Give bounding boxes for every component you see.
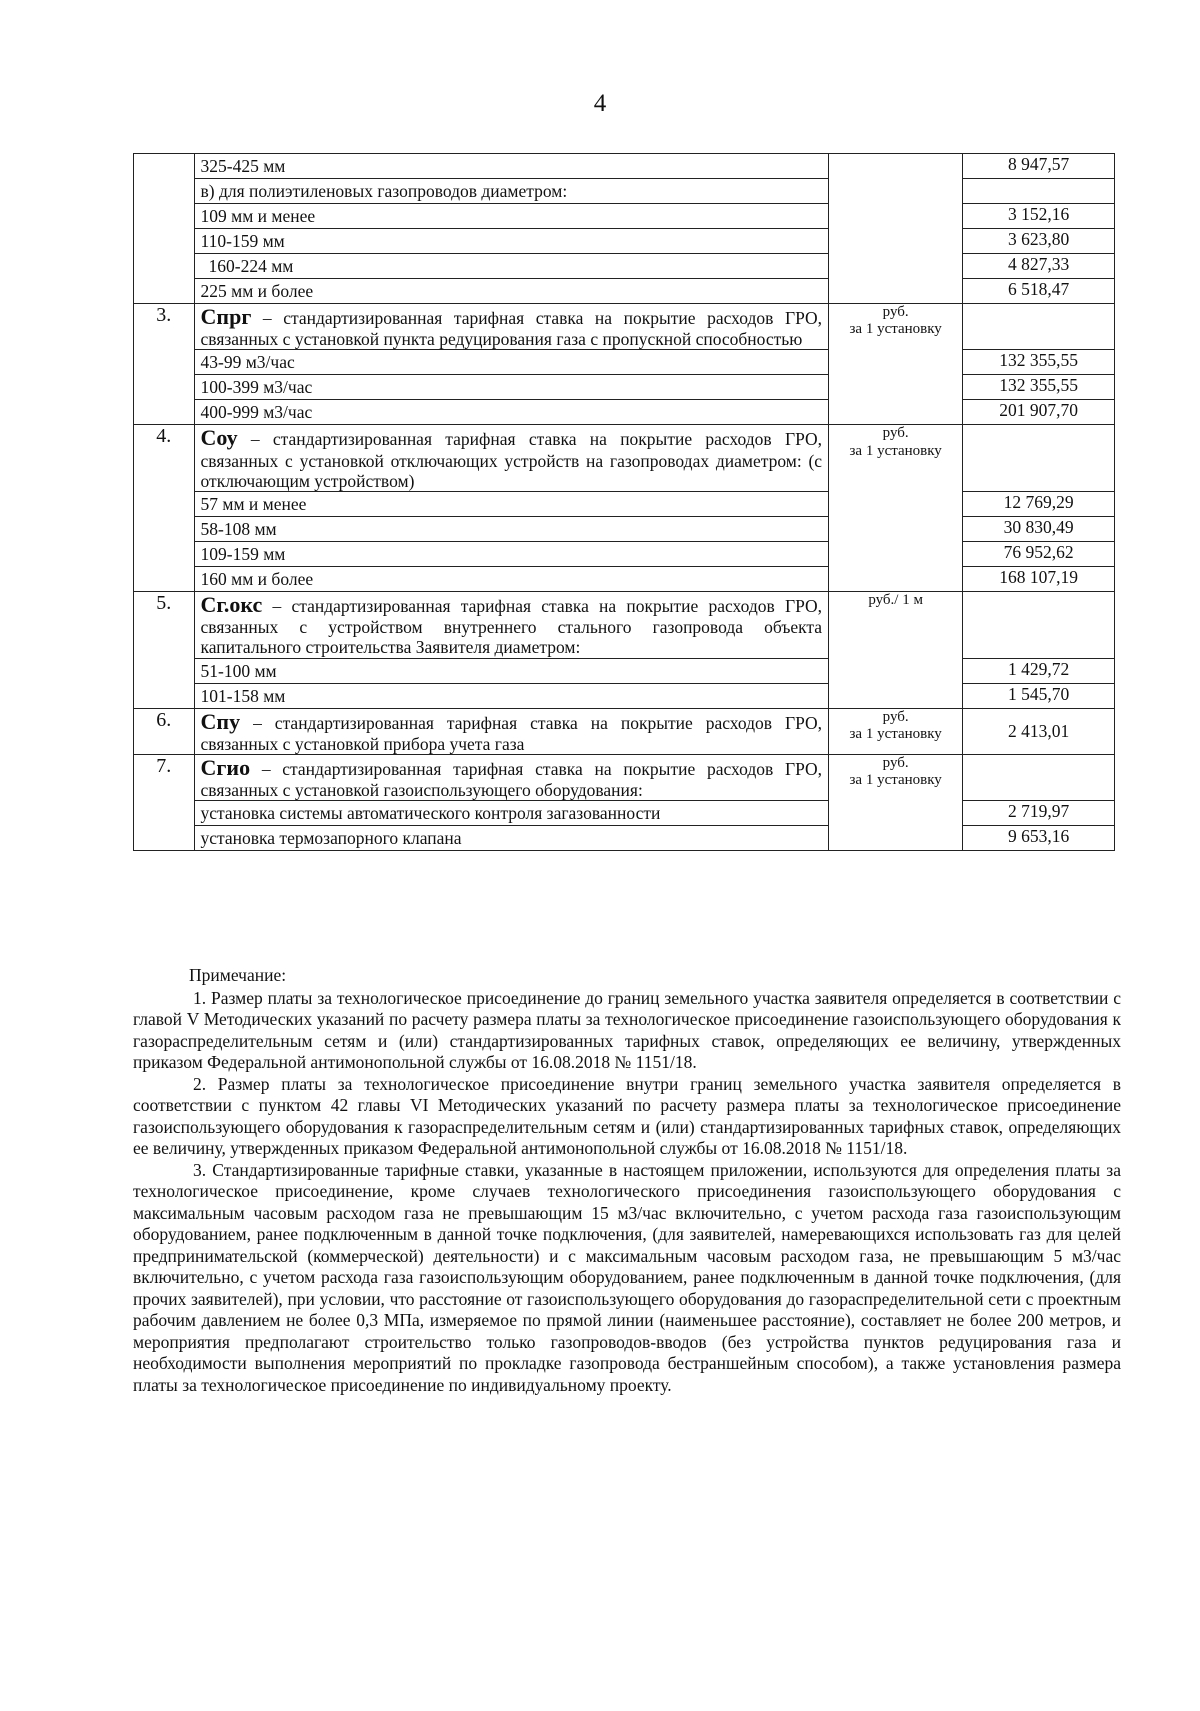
- table-row: [134, 801, 1115, 826]
- notes-title: Примечание:: [189, 965, 287, 985]
- tariff-code: Спу: [200, 708, 241, 734]
- table-row: [134, 229, 1115, 254]
- section-number: 7.: [134, 754, 195, 850]
- item-description: 110-159 мм: [194, 229, 829, 254]
- item-value: 132 355,55: [963, 375, 1115, 400]
- section-number: 5.: [134, 591, 195, 708]
- unit-label: руб.: [882, 425, 909, 442]
- tariff-code: Спрг: [200, 304, 252, 329]
- section-header-row: [134, 304, 1115, 350]
- unit-label-sub: за 1 установку: [849, 772, 942, 789]
- table-row: [134, 254, 1115, 279]
- table-row: [134, 566, 1115, 591]
- note-paragraph-3: 3. Стандартизированные тарифные ставки, указанные в настоящем приложении, используются для определения платы за технологическое присоединение, кроме случаев технологического присоединения газоиспользующего оборудования с максимальным часовым расходом газа не превышающим 15 м3/час включительно, с учетом расхода газа газоиспользующим оборудованием, ранее подключенным в данной точке подключения, (для заявителей, намеревающихся использовать газ для целей предпринимательской (коммерческой) деятельности) и с максимальным часовым расходом газа, не превышающим 5 м3/час включительно, с учетом расхода газа газоиспользующим оборудованием, ранее подключенным в данной точке подключения, (для прочих заявителей), при условии, что расстояние от газоиспользующего оборудования до газораспределительной сети с проектным рабочим давлением не более 0,3 МПа, измеряемое по прямой линии (наименьшее расстояние), составляет не более 200 метров, и мероприятия предполагают строительство только газопроводов-вводов (без устройства пунктов редуцирования газа и необходимости выполнения мероприятий по прокладке газопровода бестраншейным способом), а также установления размера платы за технологическое присоединение по индивидуальному проекту.: [133, 1159, 1121, 1395]
- note-paragraph-2: 2. Размер платы за технологическое присоединение внутри границ земельного участка заявителя определяется в соответствии с пунктом 42 главы VI Методических указаний по расчету размера платы за технологическое присоединение газоиспользующего оборудования к газораспределительным сетям и (или) стандартизированных тарифных ставок, определяющих ее величину, утвержденных приказом Федеральной антимонопольной службы от 16.08.2018 № 1151/18.: [133, 1073, 1121, 1158]
- item-description: 57 мм и менее: [194, 491, 829, 516]
- unit-label: руб.: [882, 304, 909, 320]
- table-row: [134, 179, 1115, 204]
- unit-cell: [829, 708, 963, 754]
- item-description: 43-99 м3/час: [194, 350, 829, 375]
- item-value: 168 107,19: [963, 566, 1115, 591]
- tariff-table: [133, 153, 1115, 851]
- item-value: 9 653,16: [963, 826, 1115, 851]
- unit-label-sub: за 1 установку: [849, 321, 942, 338]
- item-value: 12 769,29: [963, 491, 1115, 516]
- item-value: 2 413,01: [963, 708, 1115, 754]
- table-row: [134, 154, 1115, 179]
- page-number: 4: [593, 90, 607, 117]
- table-row: [134, 658, 1115, 683]
- table-row: [134, 491, 1115, 516]
- unit-cell: [829, 425, 963, 592]
- item-value: 3 152,16: [963, 204, 1115, 229]
- unit-label: руб.: [882, 708, 909, 725]
- table-row: [134, 279, 1115, 304]
- item-description: 225 мм и более: [194, 279, 829, 304]
- unit-label-sub: за 1 установку: [849, 725, 942, 742]
- item-value: 8 947,57: [963, 154, 1115, 179]
- table-row: [134, 375, 1115, 400]
- item-value: [963, 304, 1115, 350]
- section-description: [194, 304, 829, 350]
- item-value: 3 623,80: [963, 229, 1115, 254]
- tariff-code: Соу: [200, 425, 238, 451]
- tariff-text: – стандартизированная тарифная ставка на покрытие расходов ГРО, связанных с установкой прибора учета газа: [200, 712, 823, 754]
- unit-cell: [829, 154, 963, 304]
- unit-label: руб.: [882, 754, 909, 771]
- table-row: [134, 516, 1115, 541]
- section-description: [194, 425, 829, 492]
- section-number: 6.: [134, 708, 195, 754]
- unit-cell: [829, 304, 963, 425]
- item-description: установка системы автоматического контроля загазованности: [194, 801, 829, 826]
- notes-section: [133, 965, 1121, 1396]
- item-value: [963, 179, 1115, 204]
- item-value: 2 719,97: [963, 801, 1115, 826]
- tariff-text: – стандартизированная тарифная ставка на покрытие расходов ГРО, связанных с устройством внутреннего стального газопровода объекта капитального строительства Заявителя диаметром:: [200, 595, 823, 658]
- section-header-row: [134, 708, 1115, 754]
- item-description: в) для полиэтиленовых газопроводов диаметром:: [194, 179, 829, 204]
- item-description: 58-108 мм: [194, 516, 829, 541]
- item-description: 109-159 мм: [194, 541, 829, 566]
- section-description: [194, 591, 829, 658]
- section-number: 4.: [134, 425, 195, 592]
- row-number-cell: [134, 154, 195, 304]
- item-description: 109 мм и менее: [194, 204, 829, 229]
- tariff-text: – стандартизированная тарифная ставка на покрытие расходов ГРО, связанных с установкой пункта редуцирования газа с пропускной способностью: [200, 308, 823, 350]
- section-description: [194, 754, 829, 800]
- section-number: 3.: [134, 304, 195, 425]
- item-value: [963, 591, 1115, 658]
- table-row: [134, 683, 1115, 708]
- item-value: 201 907,70: [963, 400, 1115, 425]
- item-description: 101-158 мм: [194, 683, 829, 708]
- unit-cell: [829, 591, 963, 708]
- item-description: 325-425 мм: [194, 154, 829, 179]
- item-value: 6 518,47: [963, 279, 1115, 304]
- item-description: 160 мм и более: [194, 566, 829, 591]
- note-paragraph-1: 1. Размер платы за технологическое присоединение до границ земельного участка заявителя определяется в соответствии с главой V Методических указаний по расчету размера платы за технологическое присоединение газоиспользующего оборудования к газораспределительным сетям и (или) стандартизированных тарифных ставок, определяющих ее величину, утвержденных приказом Федеральной антимонопольной службы от 16.08.2018 № 1151/18.: [133, 987, 1121, 1072]
- item-value: 30 830,49: [963, 516, 1115, 541]
- table-row: [134, 541, 1115, 566]
- item-description: 100-399 м3/час: [194, 375, 829, 400]
- tariff-text: – стандартизированная тарифная ставка на покрытие расходов ГРО, связанных с установкой отключающих устройств на газопроводах диаметром: (с отключающим устройством): [200, 429, 823, 491]
- section-header-row: [134, 754, 1115, 800]
- item-value: 76 952,62: [963, 541, 1115, 566]
- table-row: [134, 400, 1115, 425]
- section-description: [194, 708, 829, 754]
- item-value: [963, 754, 1115, 800]
- item-description: установка термозапорного клапана: [194, 826, 829, 851]
- item-description: 400-999 м3/час: [194, 400, 829, 425]
- item-value: [963, 425, 1115, 492]
- unit-label-sub: за 1 установку: [849, 442, 942, 459]
- tariff-code: Сгио: [200, 754, 251, 780]
- table-row: [134, 350, 1115, 375]
- item-value: 4 827,33: [963, 254, 1115, 279]
- section-header-row: [134, 591, 1115, 658]
- section-header-row: [134, 425, 1115, 492]
- table-row: [134, 826, 1115, 851]
- item-value: 1 429,72: [963, 658, 1115, 683]
- tariff-text: – стандартизированная тарифная ставка на покрытие расходов ГРО, связанных с установкой газоиспользующего оборудования:: [200, 758, 823, 801]
- item-value: 1 545,70: [963, 683, 1115, 708]
- item-description: 51-100 мм: [194, 658, 829, 683]
- unit-label: руб./ 1 м: [868, 591, 923, 608]
- unit-cell: [829, 754, 963, 850]
- item-description: 160-224 мм: [194, 254, 829, 279]
- item-value: 132 355,55: [963, 350, 1115, 375]
- tariff-code: Сг.окс: [200, 591, 263, 617]
- table-row: [134, 204, 1115, 229]
